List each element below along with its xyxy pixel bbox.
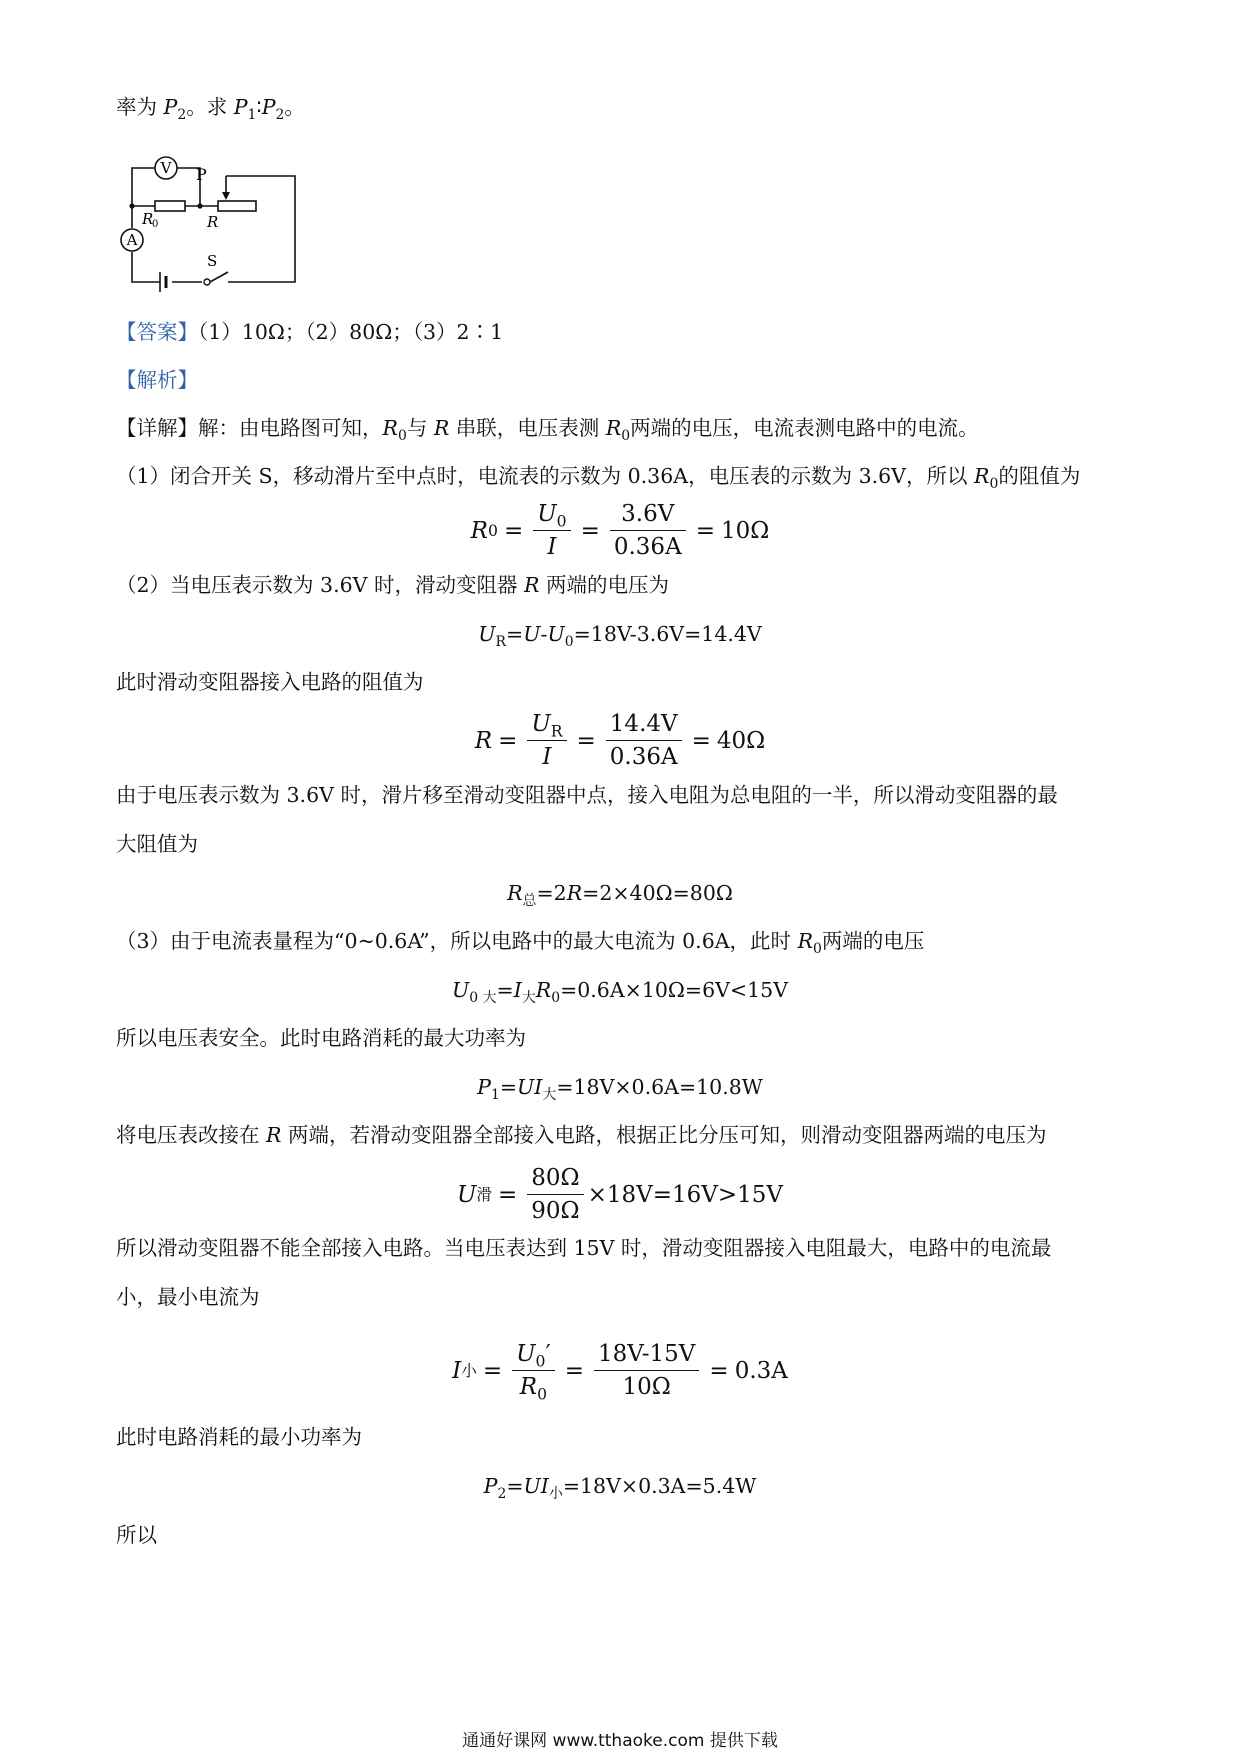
svg-text:S: S bbox=[207, 252, 218, 270]
equation-r: R = $\frac{U_R}{I}$ = $\frac{14.4V}{0.36A}$ = 40Ω bbox=[0, 708, 1240, 773]
detail-line: 【详解】解：由电路图可知，$R_0$与 R 串联，电压表测 $R_0$两端的电压，电流表测电路中的电流。 bbox=[116, 416, 979, 444]
svg-text:0: 0 bbox=[152, 219, 159, 230]
circuit-diagram bbox=[110, 152, 310, 292]
svg-text:P: P bbox=[196, 165, 207, 184]
paragraph-7: 将电压表改接在 R 两端，若滑动变阻器全部接入电路，根据正比分压可知，则滑动变阻器两端的电压为 bbox=[116, 1123, 1047, 1147]
svg-text:A: A bbox=[126, 231, 138, 249]
paragraph-10: 所以 bbox=[116, 1523, 157, 1547]
paragraph-3: 此时滑动变阻器接入电路的阻值为 bbox=[116, 670, 424, 694]
paragraph-6: 所以电压表安全。此时电路消耗的最大功率为 bbox=[116, 1026, 526, 1050]
paragraph-8a: 所以滑动变阻器不能全部接入电路。当电压表达到 15V 时，滑动变阻器接入电阻最大，电路中的电流最 bbox=[116, 1236, 1052, 1260]
equation-u0max: $U_{0 大}=I_大R_0=0.6A\times 10\Omega=6V<15V$ bbox=[451, 978, 788, 1006]
paragraph-4a: 由于电压表示数为 3.6V 时，滑片移至滑动变阻器中点，接入电阻为总电阻的一半，所以滑动变阻器的最 bbox=[116, 783, 1058, 807]
equation-uslide: U 滑 = $\frac{80\Omega}{90\Omega}$ ×18V=16V>15V bbox=[0, 1162, 1240, 1227]
equation-p2: $P_2=UI_小=18V\times 0.3A=5.4W$ bbox=[483, 1474, 757, 1502]
equation-imin: I 小 = $\frac{U_0'}{R_0}$ = $\frac{18V-15V}{10\Omega}$ = 0.3A bbox=[0, 1338, 1240, 1403]
rheostat-r bbox=[218, 201, 256, 211]
equation-p1: $P_1=UI_大=18V\times 0.6A=10.8W$ bbox=[477, 1075, 763, 1103]
paragraph-1: （1）闭合开关 S，移动滑片至中点时，电流表的示数为 0.36A，电压表的示数为 3.6V，所以 $R_0$的阻值为 bbox=[116, 464, 1081, 492]
equation-r0: R 0 = $\frac{U_0}{I}$ = $\frac{3.6V}{0.36A}$ = 10Ω bbox=[0, 498, 1240, 563]
paragraph-2: （2）当电压表示数为 3.6V 时，滑动变阻器 R 两端的电压为 bbox=[116, 573, 669, 597]
paragraph-8b: 小，最小电流为 bbox=[116, 1285, 260, 1309]
equation-rtotal: $R_总=2R=2\times 40\Omega=80\Omega$ bbox=[507, 881, 733, 909]
svg-text:R: R bbox=[207, 213, 219, 231]
analysis-tag: 【解析】 bbox=[116, 368, 198, 392]
svg-text:R: R bbox=[142, 210, 154, 228]
resistor-r0 bbox=[155, 201, 185, 211]
question-tail: 率为 $P_2$。求 $P_1∶P_2$。 bbox=[116, 95, 305, 123]
paragraph-4b: 大阻值为 bbox=[116, 832, 198, 856]
answer-line: 【答案】（1）10Ω；（2）80Ω；（3）2∶1 bbox=[116, 320, 504, 344]
svg-text:V: V bbox=[160, 159, 172, 177]
equation-ur: $U_R=U-U_0=18V-3.6V=14.4V$ bbox=[478, 622, 762, 650]
footer-watermark: 通通好课网 www.tthaoke.com 提供下载 bbox=[462, 1731, 778, 1751]
answer-tag: 【答案】 bbox=[116, 320, 198, 344]
paragraph-5: （3）由于电流表量程为“0~0.6A”，所以电路中的最大电流为 0.6A，此时 $R_0$两端的电压 bbox=[116, 929, 925, 957]
paragraph-9: 此时电路消耗的最小功率为 bbox=[116, 1425, 362, 1449]
